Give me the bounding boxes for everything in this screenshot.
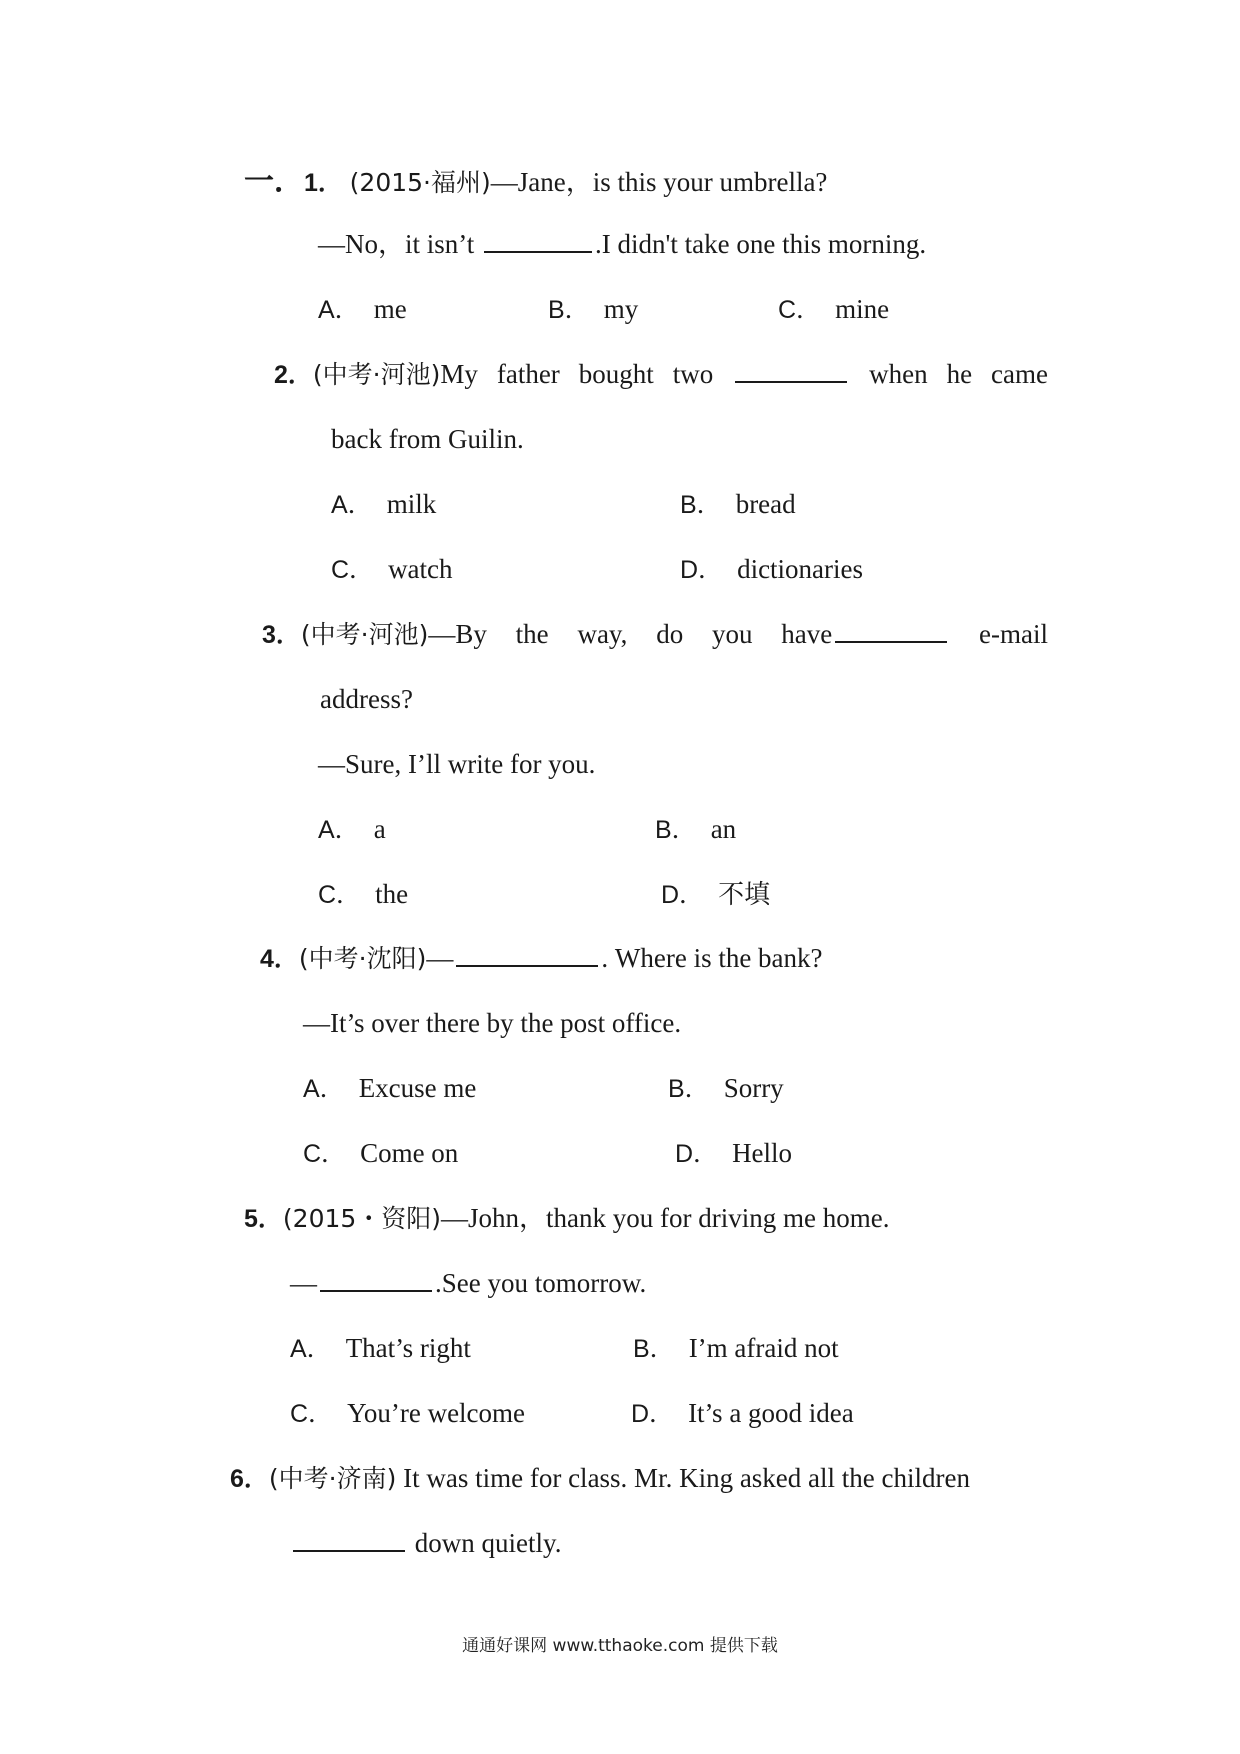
stem-word: when	[869, 359, 928, 389]
option-c	[778, 292, 889, 327]
question-stem: .I didn't take one this morning.	[595, 229, 927, 259]
option-letter: D．	[680, 556, 724, 584]
option-letter: A．	[303, 1075, 345, 1103]
question-1-line-1	[244, 165, 827, 200]
question-5-line-1	[244, 1201, 890, 1236]
stem-word: father	[496, 359, 560, 389]
option-letter: A．	[318, 816, 360, 844]
stem-word: bought	[578, 359, 654, 389]
question-stem: —John，thank you for driving me home.	[441, 1203, 890, 1233]
stem-word: you	[712, 619, 753, 649]
option-text: a	[373, 814, 386, 844]
option-b	[668, 1071, 784, 1106]
footer-watermark: 通通好课网 www.tthaoke.com 提供下载	[462, 1636, 778, 1656]
question-number: 3．	[262, 621, 301, 649]
question-stem: It was time for class. Mr. King asked all the children	[396, 1463, 970, 1493]
question-source: (中考·河池)	[312, 360, 441, 389]
option-letter: C．	[290, 1400, 334, 1428]
option-letter: A．	[331, 491, 373, 519]
option-text: It’s a good idea	[688, 1398, 854, 1428]
option-letter: B．	[680, 491, 722, 519]
option-text: me	[373, 294, 407, 324]
answer-blank	[320, 1266, 432, 1292]
question-source: (2015·福州)	[349, 168, 491, 197]
question-stem: —	[290, 1268, 317, 1298]
question-stem: —It’s over there by the post office.	[303, 1008, 682, 1038]
question-number: 5．	[244, 1205, 283, 1233]
option-letter: D．	[661, 881, 705, 909]
option-c	[318, 877, 408, 912]
question-6-line-2	[290, 1526, 561, 1560]
question-stem: —Sure, I’ll write for you.	[318, 749, 596, 779]
question-source: (中考·沈阳)	[298, 944, 427, 973]
option-letter: B．	[633, 1335, 675, 1363]
option-letter: C．	[778, 296, 822, 324]
option-text: That’s right	[345, 1333, 471, 1363]
option-text: bread	[735, 489, 796, 519]
option-letter: D．	[631, 1400, 675, 1428]
option-text: I’m afraid not	[688, 1333, 839, 1363]
option-text: an	[710, 814, 737, 844]
option-d	[631, 1396, 854, 1431]
question-2-line-1	[274, 357, 1048, 392]
option-text: Excuse me	[358, 1073, 477, 1103]
stem-word: e-mail	[979, 619, 1048, 649]
stem-word: the	[515, 619, 549, 649]
question-3-line-1	[262, 617, 1048, 652]
option-d	[661, 877, 770, 912]
section-marker: 一．	[244, 165, 304, 198]
question-stem: —	[426, 943, 454, 973]
question-source: (中考·济南)	[268, 1464, 397, 1493]
question-4-line-2	[303, 1006, 681, 1040]
question-1-line-2	[318, 227, 926, 261]
answer-blank	[835, 617, 947, 643]
question-number: 1．	[304, 169, 343, 197]
option-text: watch	[388, 554, 453, 584]
stem-word: he	[946, 359, 973, 389]
option-a	[318, 812, 386, 847]
option-b	[633, 1331, 839, 1366]
option-letter: B．	[668, 1075, 710, 1103]
stem-word: have	[781, 619, 833, 649]
option-text: Hello	[732, 1138, 793, 1168]
question-stem: down quietly.	[408, 1528, 562, 1558]
stem-word: —By	[428, 619, 487, 649]
answer-blank	[484, 227, 592, 253]
question-stem: . Where is the bank?	[601, 943, 823, 973]
question-source: (2015・资阳)	[282, 1204, 442, 1233]
option-text: You’re welcome	[347, 1398, 526, 1428]
answer-blank	[293, 1526, 405, 1552]
question-source: (中考·河池)	[300, 620, 429, 649]
option-letter: C．	[303, 1140, 347, 1168]
question-stem: .See you tomorrow.	[435, 1268, 647, 1298]
option-b	[680, 487, 796, 522]
option-text: my	[603, 294, 639, 324]
answer-blank	[735, 357, 847, 383]
question-stem: —Jane，is this your umbrella?	[490, 167, 828, 197]
option-text: Come on	[360, 1138, 459, 1168]
option-d	[675, 1136, 792, 1171]
option-letter: B．	[655, 816, 697, 844]
option-text: milk	[386, 489, 437, 519]
question-number: 2．	[274, 361, 313, 389]
answer-blank	[456, 941, 598, 967]
option-text: the	[375, 879, 409, 909]
option-a	[303, 1071, 476, 1106]
option-a	[331, 487, 436, 522]
option-letter: A．	[290, 1335, 332, 1363]
question-3-line-3	[318, 747, 595, 781]
question-number: 4．	[260, 945, 299, 973]
option-letter: B．	[548, 296, 590, 324]
question-stem: address?	[320, 684, 413, 714]
option-d	[680, 552, 863, 587]
option-b	[655, 812, 736, 847]
option-letter: A．	[318, 296, 360, 324]
option-b	[548, 292, 638, 327]
option-a	[318, 292, 407, 327]
option-c	[303, 1136, 458, 1171]
question-4-line-1	[260, 941, 823, 976]
question-5-line-2	[290, 1266, 646, 1300]
question-3-line-2	[320, 682, 413, 716]
option-text: Sorry	[723, 1073, 784, 1103]
option-a	[290, 1331, 471, 1366]
option-letter: C．	[331, 556, 375, 584]
question-number: 6．	[230, 1465, 269, 1493]
option-text: 不填	[718, 880, 771, 910]
stem-word: came	[991, 359, 1048, 389]
stem-word: My	[440, 359, 478, 389]
stem-word: way,	[577, 619, 628, 649]
option-c	[290, 1396, 525, 1431]
stem-word: do	[656, 619, 684, 649]
stem-word: two	[672, 359, 714, 389]
question-2-line-2	[331, 422, 524, 456]
question-stem: back from Guilin.	[331, 424, 524, 454]
question-stem: —No，it isn’t	[318, 229, 475, 259]
option-letter: D．	[675, 1140, 719, 1168]
option-letter: C．	[318, 881, 362, 909]
option-c	[331, 552, 453, 587]
option-text: mine	[835, 294, 890, 324]
question-6-line-1	[230, 1461, 970, 1496]
option-text: dictionaries	[737, 554, 864, 584]
